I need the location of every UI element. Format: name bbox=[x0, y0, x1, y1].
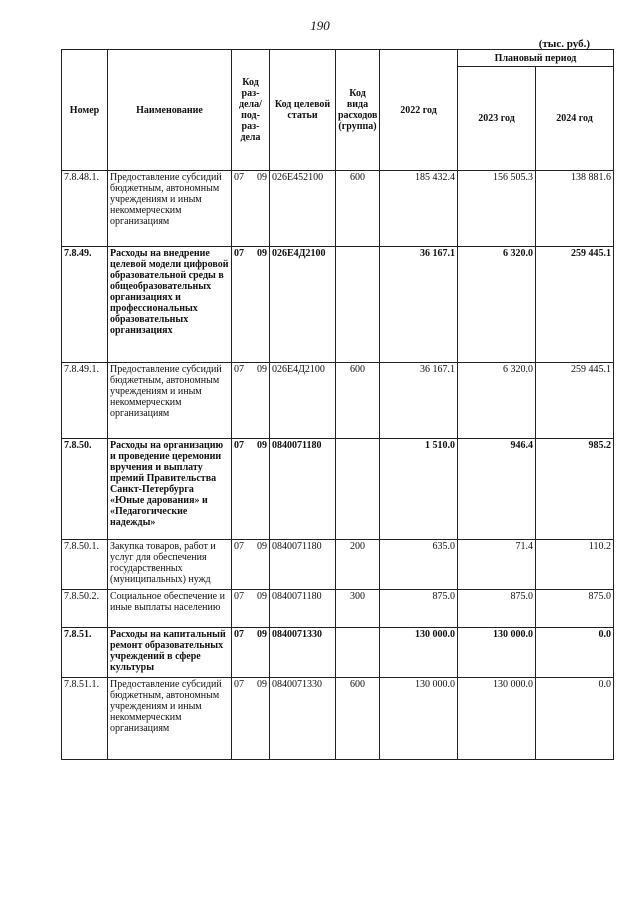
row-2023: 71.4 bbox=[458, 540, 536, 590]
row-name: Предоставление субсидий бюджетным, автономным учреждениям и иным некоммерческим организациям bbox=[108, 678, 232, 760]
row-2022: 1 510.0 bbox=[380, 439, 458, 540]
row-name: Предоставление субсидий бюджетным, автономным учреждениям и иным некоммерческим организациям bbox=[108, 171, 232, 247]
row-2023: 6 320.0 bbox=[458, 363, 536, 439]
row-name: Расходы на организацию и проведение церемонии вручения и выплату премий Правительства Санкт-Петербурга «Юные дарования» и «Педагогические надежды» bbox=[108, 439, 232, 540]
row-section: 07 bbox=[234, 440, 244, 451]
row-target-code: 0840071180 bbox=[270, 590, 336, 628]
row-section-code bbox=[232, 678, 270, 760]
row-2022: 185 432.4 bbox=[380, 171, 458, 247]
row-2022: 36 167.1 bbox=[380, 363, 458, 439]
row-expense-type: 600 bbox=[336, 678, 380, 760]
table-row bbox=[62, 678, 614, 760]
row-expense-type: 600 bbox=[336, 171, 380, 247]
row-number: 7.8.48.1. bbox=[62, 171, 108, 247]
row-2024: 259 445.1 bbox=[536, 247, 614, 363]
row-2022: 130 000.0 bbox=[380, 678, 458, 760]
row-target-code: 0840071330 bbox=[270, 628, 336, 678]
row-number: 7.8.50.1. bbox=[62, 540, 108, 590]
row-expense-type: 300 bbox=[336, 590, 380, 628]
row-target-code: 026Е4Д2100 bbox=[270, 363, 336, 439]
row-subsection: 09 bbox=[257, 248, 267, 259]
row-section-code bbox=[232, 363, 270, 439]
header-2024: 2024 год bbox=[536, 67, 614, 171]
row-2023: 156 505.3 bbox=[458, 171, 536, 247]
table-row bbox=[62, 628, 614, 678]
row-expense-type bbox=[336, 628, 380, 678]
table-row bbox=[62, 171, 614, 247]
row-2022: 635.0 bbox=[380, 540, 458, 590]
row-number: 7.8.51.1. bbox=[62, 678, 108, 760]
row-expense-type bbox=[336, 439, 380, 540]
row-target-code: 0840071180 bbox=[270, 439, 336, 540]
row-subsection: 09 bbox=[257, 629, 267, 640]
row-section: 07 bbox=[234, 248, 244, 259]
row-expense-type: 600 bbox=[336, 363, 380, 439]
row-2023: 875.0 bbox=[458, 590, 536, 628]
row-target-code: 026Е452100 bbox=[270, 171, 336, 247]
row-subsection: 09 bbox=[257, 591, 267, 602]
row-section-code bbox=[232, 439, 270, 540]
table-row bbox=[62, 590, 614, 628]
row-number: 7.8.51. bbox=[62, 628, 108, 678]
row-2024: 110.2 bbox=[536, 540, 614, 590]
row-section: 07 bbox=[234, 172, 244, 183]
row-expense-type bbox=[336, 247, 380, 363]
row-number: 7.8.50. bbox=[62, 439, 108, 540]
row-2022: 36 167.1 bbox=[380, 247, 458, 363]
row-section: 07 bbox=[234, 541, 244, 552]
row-2024: 259 445.1 bbox=[536, 363, 614, 439]
header-expense-type: Код вида расходов (группа) bbox=[336, 50, 380, 171]
row-target-code: 026Е4Д2100 bbox=[270, 247, 336, 363]
row-section-code bbox=[232, 247, 270, 363]
row-section: 07 bbox=[234, 679, 244, 690]
table-row bbox=[62, 439, 614, 540]
row-subsection: 09 bbox=[257, 541, 267, 552]
row-number: 7.8.49.1. bbox=[62, 363, 108, 439]
row-subsection: 09 bbox=[257, 364, 267, 375]
row-number: 7.8.49. bbox=[62, 247, 108, 363]
row-2024: 138 881.6 bbox=[536, 171, 614, 247]
row-name: Расходы на капитальный ремонт образовательных учреждений в сфере культуры bbox=[108, 628, 232, 678]
header-name: Наименование bbox=[108, 50, 232, 171]
row-number: 7.8.50.2. bbox=[62, 590, 108, 628]
row-name: Предоставление субсидий бюджетным, автономным учреждениям и иным некоммерческим организациям bbox=[108, 363, 232, 439]
row-target-code: 0840071180 bbox=[270, 540, 336, 590]
table-row bbox=[62, 363, 614, 439]
row-2023: 946.4 bbox=[458, 439, 536, 540]
units-label: (тыс. руб.) bbox=[538, 38, 590, 50]
row-2024: 0.0 bbox=[536, 628, 614, 678]
row-name: Закупка товаров, работ и услуг для обеспечения государственных (муниципальных) нужд bbox=[108, 540, 232, 590]
row-name: Социальное обеспечение и иные выплаты населению bbox=[108, 590, 232, 628]
header-2022: 2022 год bbox=[380, 50, 458, 171]
row-section-code bbox=[232, 628, 270, 678]
row-2022: 875.0 bbox=[380, 590, 458, 628]
row-section-code bbox=[232, 171, 270, 247]
table-row bbox=[62, 247, 614, 363]
row-2024: 875.0 bbox=[536, 590, 614, 628]
row-2024: 985.2 bbox=[536, 439, 614, 540]
budget-table bbox=[61, 49, 614, 760]
row-2023: 6 320.0 bbox=[458, 247, 536, 363]
row-subsection: 09 bbox=[257, 679, 267, 690]
header-section: Код раз-дела/ под-раз-дела bbox=[232, 50, 270, 171]
row-target-code: 0840071330 bbox=[270, 678, 336, 760]
row-expense-type: 200 bbox=[336, 540, 380, 590]
row-section-code bbox=[232, 540, 270, 590]
row-section: 07 bbox=[234, 629, 244, 640]
row-2024: 0.0 bbox=[536, 678, 614, 760]
row-subsection: 09 bbox=[257, 172, 267, 183]
table-row bbox=[62, 540, 614, 590]
row-subsection: 09 bbox=[257, 440, 267, 451]
row-name: Расходы на внедрение целевой модели цифровой образовательной среды в общеобразовательных организациях и профессиональных образовательных организациях bbox=[108, 247, 232, 363]
header-number: Номер bbox=[62, 50, 108, 171]
header-planned-period: Плановый период bbox=[458, 50, 614, 67]
row-2023: 130 000.0 bbox=[458, 678, 536, 760]
header-2023: 2023 год bbox=[458, 67, 536, 171]
row-2023: 130 000.0 bbox=[458, 628, 536, 678]
page-number: 190 bbox=[310, 18, 330, 33]
row-section: 07 bbox=[234, 364, 244, 375]
row-2022: 130 000.0 bbox=[380, 628, 458, 678]
header-target: Код целевой статьи bbox=[270, 50, 336, 171]
row-section-code bbox=[232, 590, 270, 628]
row-section: 07 bbox=[234, 591, 244, 602]
